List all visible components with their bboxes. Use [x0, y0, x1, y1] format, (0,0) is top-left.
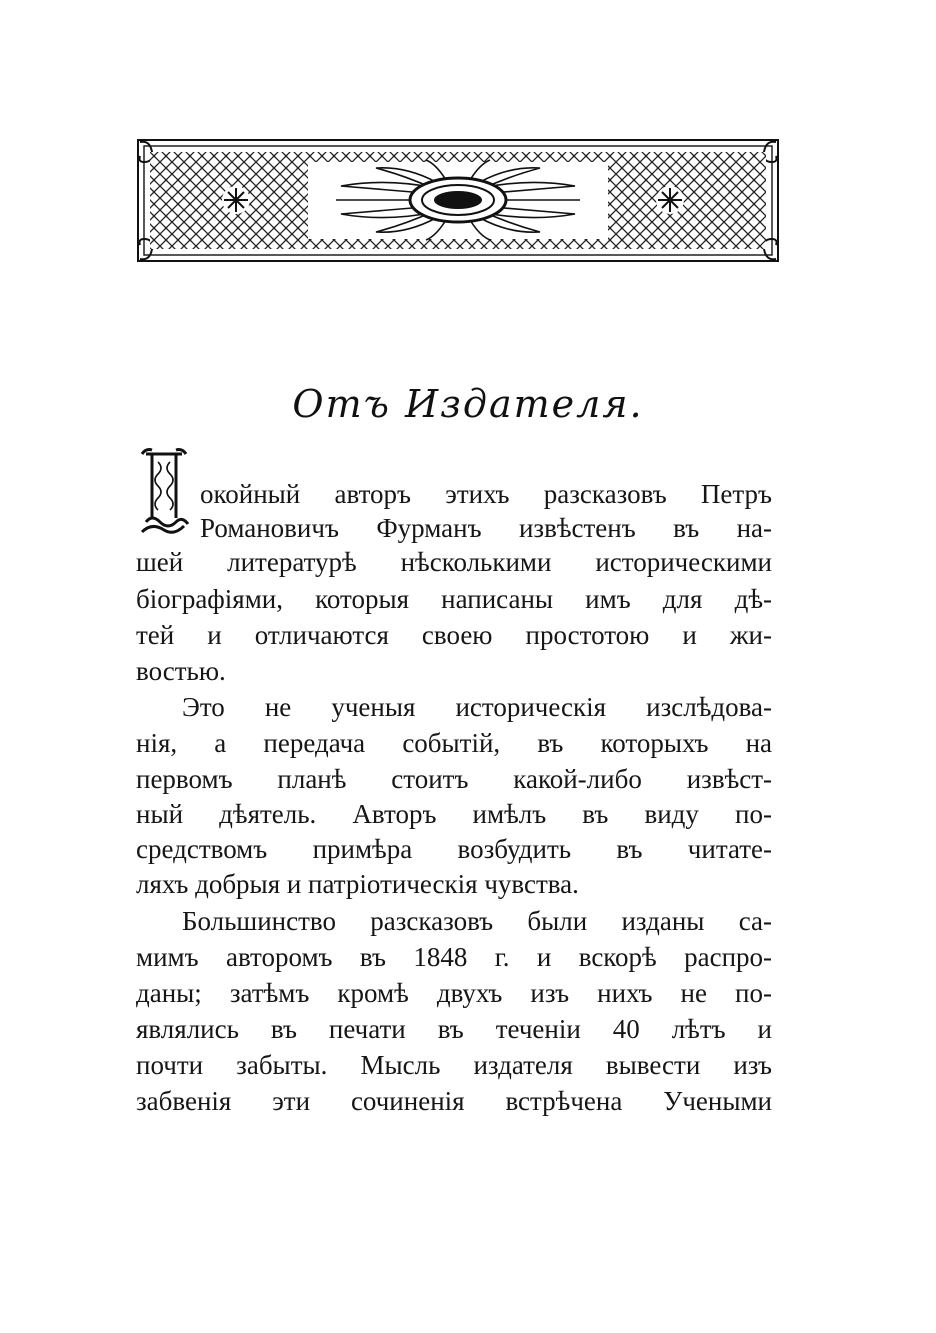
text-line — [136, 1048, 772, 1082]
text-line — [136, 1012, 772, 1046]
text-line — [136, 618, 772, 652]
text-line-content: востью. — [136, 656, 226, 686]
text-line — [136, 1084, 772, 1118]
text-line-content: почти забыты. Мысль издателя вывести изъ — [136, 1050, 772, 1080]
text-line-content: Романовичъ Фурманъ извѣстенъ въ на- — [200, 513, 773, 543]
text-line-content: забвенія эти сочиненія встрѣчена Учеными — [136, 1086, 773, 1116]
text-line — [136, 832, 772, 866]
text-line-content: первомъ планѣ стоитъ какой-либо извѣст- — [136, 764, 773, 794]
text-line-content: нія, а передача событій, въ которыхъ на — [136, 728, 773, 758]
text-line-content: Это не ученыя историческія изслѣдова- — [182, 692, 772, 722]
text-line-content: являлись въ печати въ теченіи 40 лѣтъ и — [136, 1014, 773, 1044]
text-line-content: мимъ авторомъ въ 1848 г. и вскорѣ распро- — [136, 942, 773, 972]
text-line-content: Большинство разсказовъ были изданы са- — [182, 906, 772, 936]
text-line — [136, 762, 772, 796]
text-line — [136, 726, 772, 760]
text-line — [136, 582, 772, 616]
text-line — [136, 797, 772, 831]
text-line-content: шей литературѣ нѣсколькими историческими — [136, 547, 773, 577]
text-line-content: даны; затѣмъ кромѣ двухъ изъ нихъ не по- — [136, 978, 772, 1008]
text-line-content: ляхъ добрыя и патріотическія чувства. — [136, 869, 579, 899]
text-line — [182, 904, 772, 938]
text-line-content: средствомъ примѣра возбудить въ читате- — [136, 834, 773, 864]
text-line-content: біографіями, которыя написаны имъ для дѣ- — [136, 584, 772, 614]
text-line — [200, 511, 772, 545]
text-line-content: ный дѣятель. Авторъ имѣлъ въ виду по- — [136, 799, 772, 829]
text-line — [136, 976, 772, 1010]
ornamental-headpiece — [136, 138, 780, 263]
text-line — [200, 477, 772, 511]
text-line-content: окойный авторъ этихъ разсказовъ Петръ — [200, 479, 772, 509]
text-line-content: тей и отличаются своею простотою и жи- — [136, 620, 772, 650]
page-title: Отъ Издателя. — [292, 382, 644, 426]
text-line — [136, 545, 772, 579]
text-line — [136, 867, 579, 901]
text-line — [136, 940, 772, 974]
text-line — [136, 654, 226, 688]
drop-cap-ornament — [136, 446, 192, 538]
text-line — [182, 690, 772, 724]
